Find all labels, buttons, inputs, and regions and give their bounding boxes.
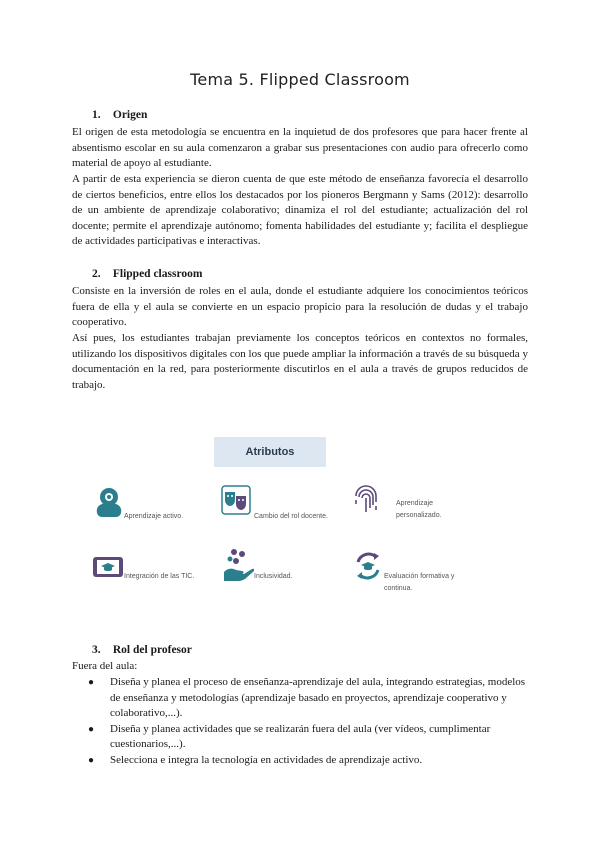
cycle-graduation-icon: [352, 550, 384, 587]
attribute-label: Aprendizaje activo.: [124, 513, 184, 520]
section-number: 3.: [92, 644, 101, 656]
attribute-label: Cambio del rol docente.: [254, 513, 328, 520]
section-heading-rol: [92, 644, 192, 656]
list-item: ● Diseña y planea el proceso de enseñanza-aprendizaje del aula, integrando estrategias, modelos de enseñanza y metodologías (aprendizaje basado en proyectos, aprendizaje cooperativo y colaborativo,...).: [88, 676, 526, 719]
attribute-label: Integración de las TIC.: [124, 573, 195, 580]
fingerprint-icon: [352, 484, 380, 521]
paragraph: El origen de esta metodología se encuentra en la inquietud de dos profesores que para hacer frente al absentismo escolar en su aula comenzaron a grabar sus presentaciones con audio para ofrecerlo como material de apoyo al estudiante.: [72, 126, 528, 169]
attribute-label: Inclusividad.: [254, 573, 293, 580]
tablet-graduation-icon: [92, 555, 124, 584]
section-heading-flipped: [92, 268, 202, 280]
theater-masks-icon: [220, 484, 252, 521]
attribute-label: Aprendizaje personalizado.: [396, 500, 442, 519]
section-number: 1.: [92, 109, 101, 121]
section-number: 2.: [92, 268, 101, 280]
attribute-label: Evaluación formativa y continua.: [384, 573, 455, 592]
hand-people-icon: [222, 548, 254, 587]
paragraph: Así pues, los estudiantes trabajan previamente los conceptos teóricos en contextos no formales, utilizando los dispositivos digitales con los que puede ampliar la información a través de su búsqueda y documentación en la red, para posteriormente discutirlos en el aula a través de grupos reducidos de trabajo.: [72, 332, 528, 391]
bullet-list: [72, 675, 532, 768]
subsection-intro: Fuera del aula:: [72, 660, 138, 672]
section-title: Rol del profesor: [112, 644, 192, 656]
section-title: Origen: [112, 109, 148, 121]
list-item: ● Selecciona e integra la tecnología en actividades de aprendizaje activo.: [88, 753, 423, 766]
paragraph: A partir de esta experiencia se dieron cuenta de que este método de enseñanza favorecía el desarrollo de ciertos beneficios, entre ellos los destacados por los pioneros Bergmann y Sams (2012): desarrollo de un ambiente de aprendizaje colaborativo; dinamiza el rol del estudiante; actualización del rol docente; permite el aprendizaje autónomo; fomenta habilidades del estudiante y; facilita el despliegue de actividades participativas e interactivas.: [72, 173, 528, 247]
paragraph: Consiste en la inversión de roles en el aula, donde el estudiante adquiere los conocimientos teóricos fuera de ella y el aula se convierte en un espacio propicio para la resolución de dudas y el trabajo cooperativo.: [72, 285, 528, 328]
section-title: Flipped classroom: [112, 268, 203, 280]
section-heading-origen: [92, 109, 147, 121]
head-gear-icon: [94, 487, 124, 524]
page-title: Tema 5. Flipped Classroom: [190, 70, 410, 89]
infographic-title: Atributos: [214, 437, 326, 467]
list-item: ● Diseña y planea actividades que se realizarán fuera del aula (ver vídeos, cumplimentar cuestionarios,...).: [88, 722, 491, 750]
